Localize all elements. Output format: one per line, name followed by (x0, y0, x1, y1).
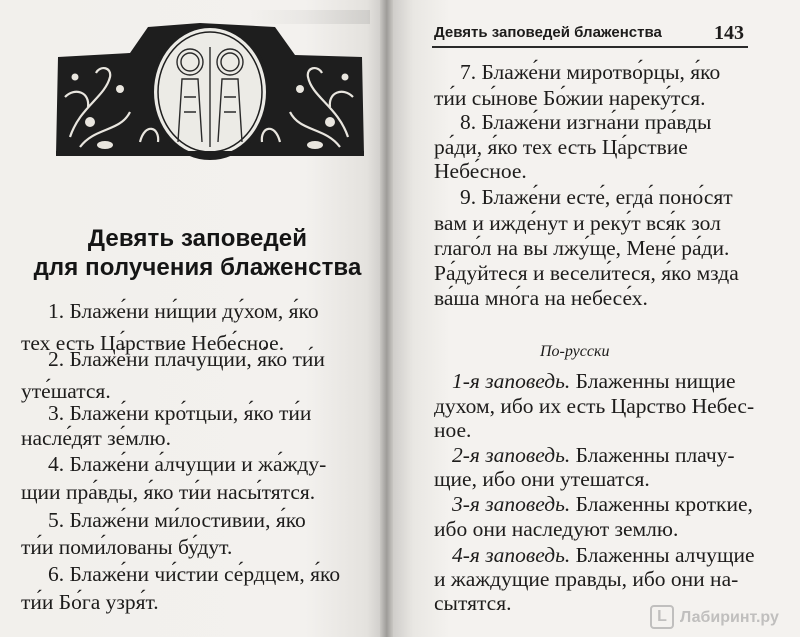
text-line: Ра́дуйтеся и весели́теся, я́ко мзда (434, 261, 739, 285)
text-line: 5. Блаже́ни ми́лостивии, я́ко (48, 508, 306, 532)
commandment-text: Блаженны кроткие, (575, 492, 753, 516)
commandment-ordinal: 2-я заповедь. (452, 443, 571, 467)
text-line (452, 445, 735, 467)
text-line: ва́ша мно́га на небесе́х. (434, 286, 648, 310)
text-line: 3. Блаже́ни кро́тцыи, я́ко ти́и (48, 401, 312, 425)
text-line: ти́и сы́нове Бо́жии нареку́тся. (434, 86, 706, 110)
text-line (452, 371, 736, 393)
text-line: 7. Блаже́ни миротво́рцы, я́ко (460, 60, 721, 84)
watermark (650, 603, 800, 637)
text-line: духом, ибо их есть Царство Небес- (434, 394, 755, 418)
text-line (452, 545, 755, 567)
chapter-heading-line-2: для получения блаженства (33, 254, 362, 281)
commandment-ordinal: 1-я заповедь. (452, 369, 571, 393)
watermark-logo-icon: L (650, 605, 674, 629)
text-line: сытятся. (434, 591, 512, 615)
text-line: уте́шатся. (21, 379, 111, 403)
text-line: 6. Блаже́ни чи́стии се́рдцем, я́ко (48, 562, 341, 586)
left-page (0, 0, 382, 637)
chapter-heading-line-1: Девять заповедей (87, 225, 308, 252)
text-line: 9. Блаже́ни есте́, егда́ поно́сят (460, 185, 733, 209)
text-line: ибо они наследуют землю. (434, 517, 679, 541)
header-rule (432, 46, 748, 48)
text-line: 1. Блаже́ни ни́щии ду́хом, я́ко (48, 299, 319, 323)
text-line: щие, ибо они утешатся. (434, 467, 650, 491)
text-line: ра́ди, я́ко тех есть Ца́рствие (434, 135, 688, 159)
text-line: ти́и Бо́га узря́т. (21, 590, 159, 614)
text-line: 4. Блаже́ни а́лчущии и жа́жду- (48, 452, 327, 476)
text-line (452, 494, 753, 516)
text-line: 2. Блаже́ни пла́чущии, я́ко ти́и (48, 347, 325, 371)
text-line: щии пра́вды, я́ко ти́и насы́тятся. (21, 480, 316, 504)
running-head: Девять заповедей блаженства (434, 24, 662, 41)
commandment-text: Блаженны плачу- (575, 443, 735, 467)
commandment-ordinal: 3-я заповедь. (452, 492, 571, 516)
commandment-text: Блаженны нищие (575, 369, 736, 393)
commandment-text: Блаженны алчущие (575, 543, 755, 567)
watermark-text: Лабиринт.ру (680, 609, 779, 626)
text-line: ти́и поми́лованы бу́дут. (21, 535, 233, 559)
text-line: вам и ижде́нут и реку́т вся́к зол (434, 211, 721, 235)
text-line: глаго́л на вы лжу́ще, Мене́ ра́ди. (434, 236, 730, 260)
ornament-headpiece (50, 17, 368, 162)
page-number: 143 (714, 22, 744, 44)
commandment-ordinal: 4-я заповедь. (452, 543, 571, 567)
text-line: ное. (434, 418, 472, 442)
text-line: Небе́сное. (434, 159, 527, 183)
russian-section-heading: По-русски (540, 343, 610, 360)
text-line: насле́дят зе́млю. (21, 426, 171, 450)
text-line: 8. Блаже́ни изгна́ни пра́вды (460, 110, 712, 134)
text-line: и жаждущие правды, ибо они на- (434, 567, 739, 591)
text-line: тех есть Ца́рствие Небе́сное. (21, 331, 285, 355)
